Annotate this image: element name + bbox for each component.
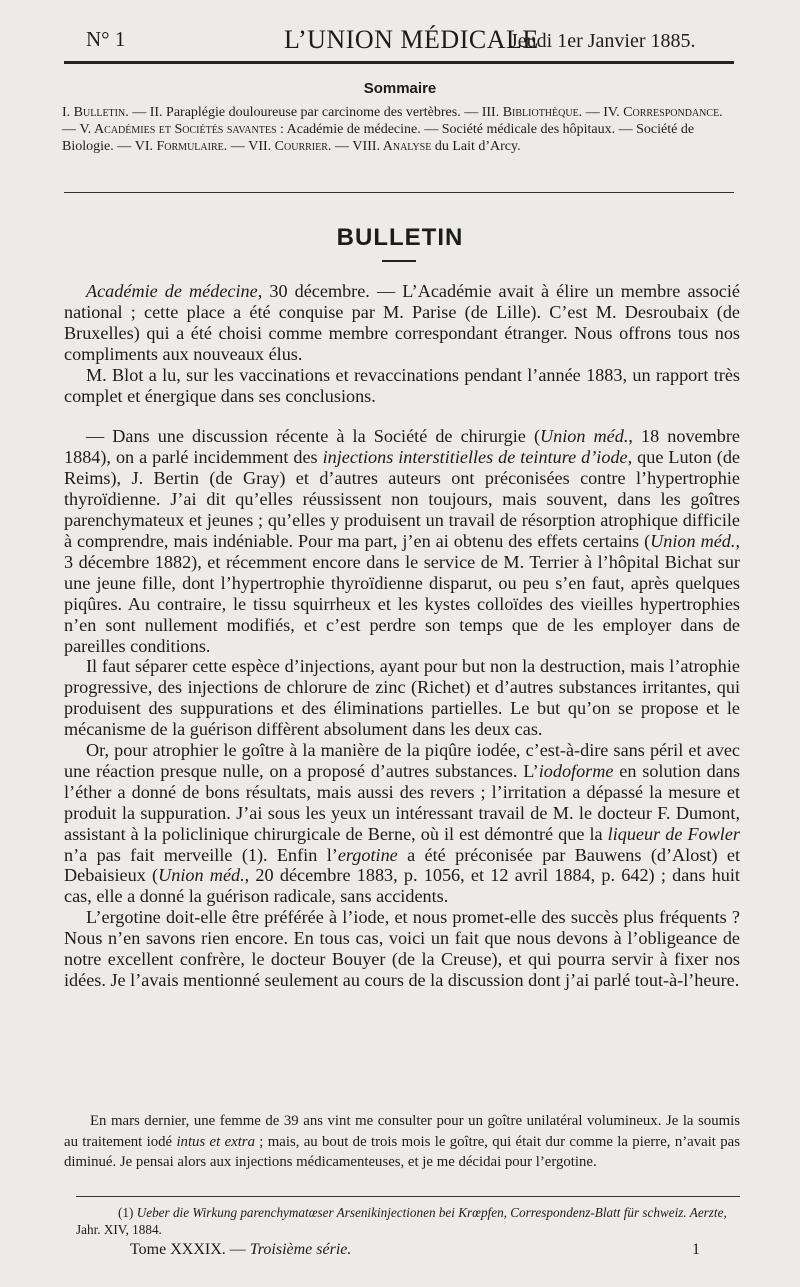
sommaire-item: VIII. Analyse bbox=[352, 139, 432, 154]
sommaire-item: I. Bulletin. bbox=[62, 105, 129, 120]
sommaire-item: Société de Biologie. bbox=[62, 122, 695, 154]
sommaire-title: Sommaire bbox=[363, 80, 437, 97]
issue-date: Jeudi 1er Janvier 1885. bbox=[510, 30, 696, 52]
paragraph: Or, pour atrophier le goître à la manière de la piqûre iodée, c’est-à-dire sans péril et avec une réaction presque nulle, on a proposé d’autres substances. L’iodoforme en solution dans l’éther a donné de bons résultats, mais aussi des revers ; l’irritation a dépassé la mesure et produit la suppuration. J’ai sous les yeux un intéressant travail de M. le docteur F. Dumont, assistant à la policlinique chirurgicale de Berne, où il est démontré que la liqueur de Fowler n’a pas fait merveille (1). Enfin l’ergotine a été préconisée par Bauwens (d’Alost) et Debaisieux (Union méd., 20 décembre 1883, p. 1056, et 12 avril 1884, p. 642) ; dans huit cas, elle a donné la guérison radicale, sans accidents. bbox=[64, 740, 740, 907]
running-header bbox=[86, 27, 720, 59]
sommaire-item: Société médicale des hôpitaux. bbox=[441, 122, 616, 137]
sommaire-item: IV. Correspondance. bbox=[603, 105, 723, 120]
sommaire-item: : Académie de médecine. bbox=[280, 122, 421, 137]
footnote: (1) Ueber die Wirkung parenchymatœser Arsenikinjectionen bei Krœpfen, Correspondenz-Blatt für schweiz. Aerzte, Jahr. XIV, 1884. bbox=[76, 1205, 727, 1237]
sommaire-item: V. Académies et Sociétés savantes bbox=[79, 122, 277, 137]
journal-title: L’UNION MÉDICALE bbox=[284, 25, 539, 54]
page-footer bbox=[130, 1241, 700, 1261]
paragraph: M. Blot a lu, sur les vaccinations et revaccinations pendant l’année 1883, un rapport très complet et énergique dans ses conclusions. bbox=[64, 364, 740, 406]
paragraph: L’ergotine doit-elle être préférée à l’iode, et nous promet-elle des succès plus fréquents ? Nous n’en savons rien encore. En tous cas, voici un fait que nous devons à l’obligeance de notre excellent confrère, le docteur Bouyer (de la Creuse), et qui pourra servir à fixer nos idées. Je l’avais mentionné seulement au cours de la discussion dont j’ai parlé tout-à-l’heure. bbox=[64, 907, 740, 990]
article-body bbox=[64, 281, 740, 991]
issue-number: N° 1 bbox=[86, 27, 126, 51]
sommaire-item: VII. Courrier. bbox=[248, 139, 332, 154]
paragraph: Il faut séparer cette espèce d’injections, ayant pour but non la destruction, mais l’atrophie progressive, des injections de chlorure de zinc (Richet) et d’autres substances irritantes, qui produisent des suppurations et des éliminations partielles. Le but qu’on se propose et le mécanisme de la guérison diffèrent absolument dans les deux cas. bbox=[64, 656, 740, 740]
paragraph: En mars dernier, une femme de 39 ans vint me consulter pour un goître unilatéral volumineux. Je la soumis au traitement iodé intus et extra ; mais, au bout de trois mois le goître, qui était dur comme la pierre, n’avait pas diminué. Je pensai alors aux injections médicamenteuses, et je me décidai pour l’ergotine. bbox=[64, 1113, 740, 1170]
footnote-rule bbox=[76, 1196, 740, 1197]
paragraph: — Dans une discussion récente à la Société de chirurgie (Union méd., 18 novembre 1884), on a parlé incidemment des injections interstitielles de teinture d’iode, que Luton (de Reims), J. Bertin (de Gray) et d’autres auteurs ont préconisées contre l’hypertrophie thyroïdienne. J’ai dit qu’elles réussissent non toujours, mais souvent, dans les goîtres parenchymateux et jeunes ; qu’elles y produisent un travail de résorption atrophique difficile à comprendre, mais indéniable. Pour ma part, j’en ai obtenu des effets certains (Union méd., 3 décembre 1882), et récemment encore dans le service de M. Terrier à l’hôpital Bichat sur une jeune fille, dont l’hypertrophie thyroïdienne disparut, ou peu s’en faut, après quelques piqûres. Au contraire, le tissu squirrheux et les kystes colloïdes des vieilles hypertrophies n’en sont nullement modifiés, et c’est perdre son temps que de les employer dans de pareilles conditions. bbox=[64, 426, 740, 656]
sommaire-item: II. Paraplégie douloureuse par carcinome des vertèbres. bbox=[149, 105, 461, 120]
page-number: 1 bbox=[692, 1241, 700, 1258]
sommaire-rule bbox=[64, 192, 734, 193]
sommaire-item: III. Bibliothèque. bbox=[481, 105, 583, 120]
sommaire-item: VI. Formulaire. bbox=[134, 139, 228, 154]
paragraph: Académie de médecine, 30 décembre. — L’Académie avait à élire un membre associé national ; cette place a été conquise par M. Parise (de Lille). C’est M. Desroubaix (de Bruxelles) qui a été choisi comme membre correspondant étranger. Nous offrons tous nos compliments aux nouveaux élus. bbox=[64, 281, 740, 364]
sommaire-item: du Lait d’Arcy. bbox=[434, 139, 521, 154]
header-rule bbox=[64, 61, 734, 64]
quoted-letter bbox=[64, 1111, 740, 1173]
sommaire-contents: I. Bulletin. — II. Paraplégie douloureuse par carcinome des vertèbres. — III. Bibliothèque. — IV. Correspondance. — V. Académies et Sociétés savantes : Académie de médecine. — Société médicale des hôpitaux. — Société de Biologie. — VI. Formulaire. — VII. Courrier. — VIII. Analyse du Lait d’Arcy. bbox=[62, 105, 723, 154]
title-rule bbox=[382, 260, 416, 262]
volume-line: Tome XXXIX. — Troisième série. bbox=[130, 1241, 352, 1258]
section-title: BULLETIN bbox=[336, 224, 464, 251]
